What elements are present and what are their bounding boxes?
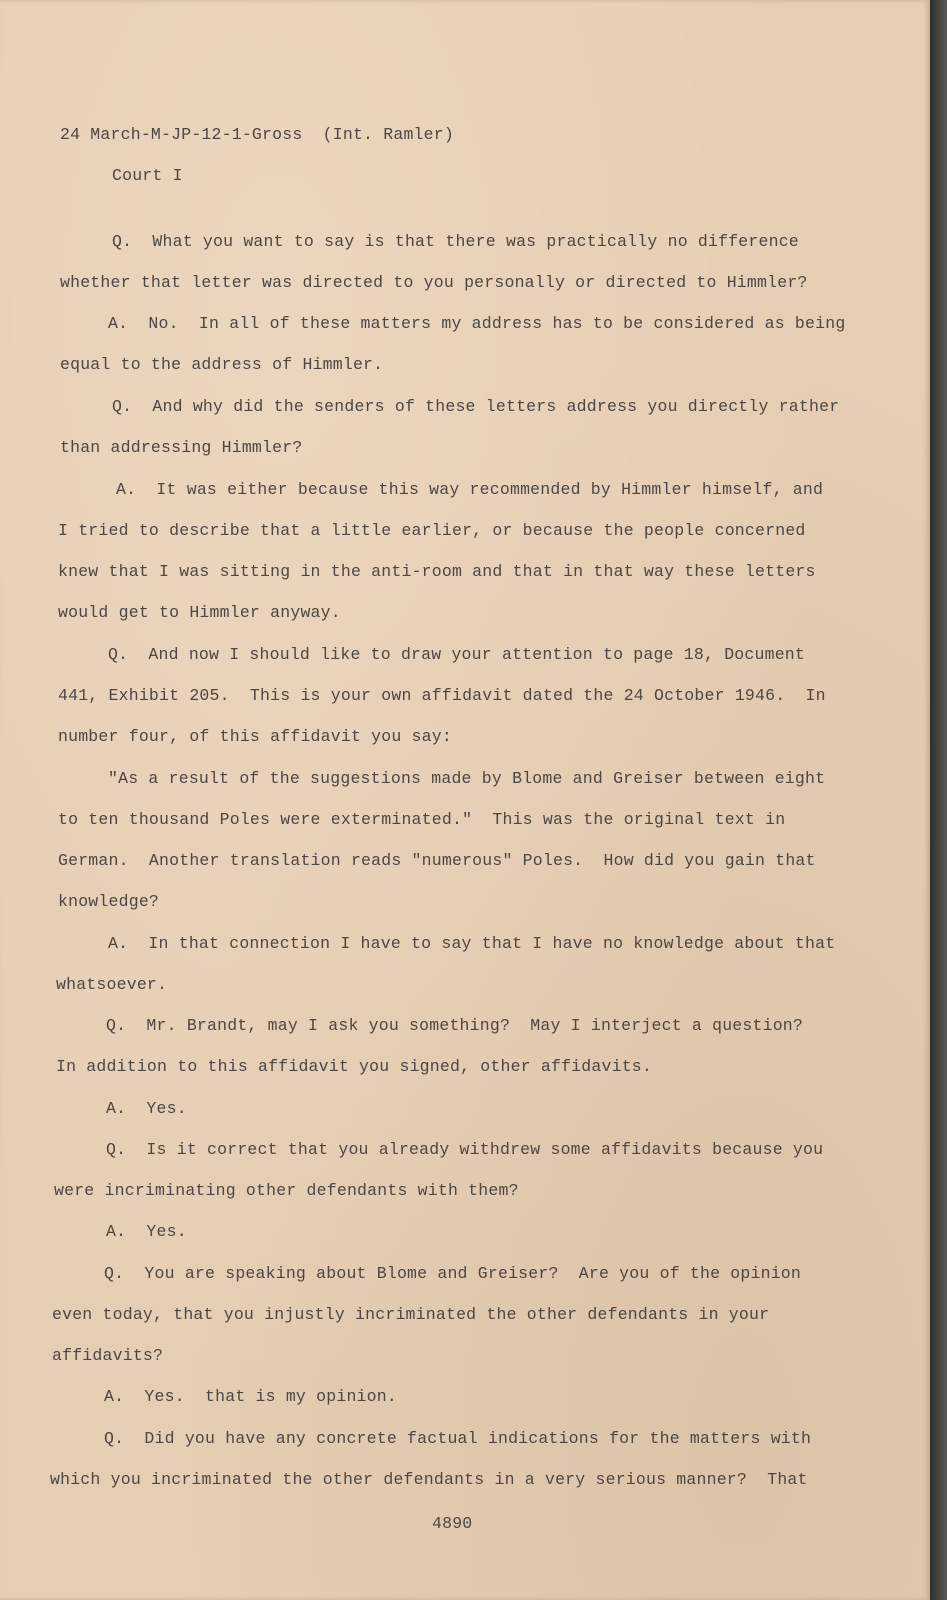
transcript-line: were incriminating other defendants with them? — [54, 1181, 519, 1200]
transcript-line: knowledge? — [58, 892, 160, 911]
transcript-line: to ten thousand Poles were exterminated." This was the original text in — [58, 810, 786, 829]
transcript-line: equal to the address of Himmler. — [60, 355, 384, 374]
transcript-line: Q. Mr. Brandt, may I ask you something? May I interject a question? — [106, 1016, 804, 1035]
transcript-line: Q. And now I should like to draw your attention to page 18, Document — [108, 645, 806, 664]
transcript-line: Q. What you want to say is that there was practically no difference — [112, 232, 799, 251]
transcript-line: than addressing Himmler? — [60, 438, 303, 457]
transcript-line: I tried to describe that a little earlier, or because the people concerned — [58, 521, 806, 540]
transcript-line: affidavits? — [52, 1346, 164, 1365]
transcript-line: which you incriminated the other defendants in a very serious manner? That — [50, 1470, 808, 1489]
transcript-line: Q. And why did the senders of these letters address you directly rather — [112, 397, 840, 416]
transcript-line: Q. You are speaking about Blome and Greiser? Are you of the opinion — [104, 1264, 802, 1283]
binding-edge — [930, 0, 947, 1600]
transcript-line: whether that letter was directed to you personally or directed to Himmler? — [60, 273, 808, 292]
transcript-line: 441, Exhibit 205. This is your own affidavit dated the 24 October 1946. In — [58, 686, 826, 705]
transcript-line: whatsoever. — [56, 975, 168, 994]
transcript-line: would get to Himmler anyway. — [58, 603, 341, 622]
transcript-line: knew that I was sitting in the anti-room and that in that way these letters — [58, 562, 816, 581]
transcript-line: A. Yes. — [106, 1222, 187, 1241]
transcript-line: A. No. In all of these matters my address has to be considered as being — [108, 314, 846, 333]
transcript-line: A. It was either because this way recommended by Himmler himself, and — [116, 480, 824, 499]
transcript-line: A. In that connection I have to say that I have no knowledge about that — [108, 934, 836, 953]
case-caption: 24 March-M-JP-12-1-Gross (Int. Ramler) — [60, 125, 454, 144]
transcript-line: German. Another translation reads "numerous" Poles. How did you gain that — [58, 851, 816, 870]
transcript-line: Q. Did you have any concrete factual indications for the matters with — [104, 1429, 812, 1448]
transcript-line: Q. Is it correct that you already withdrew some affidavits because you — [106, 1140, 824, 1159]
transcript-line: A. Yes. that is my opinion. — [104, 1387, 397, 1406]
page-number: 4890 — [432, 1514, 473, 1533]
transcript-line: In addition to this affidavit you signed, other affidavits. — [56, 1057, 652, 1076]
transcript-line: "As a result of the suggestions made by Blome and Greiser between eight — [108, 769, 826, 788]
transcript-line: A. Yes. — [106, 1099, 187, 1118]
transcript-line: even today, that you injustly incriminated the other defendants in your — [52, 1305, 770, 1324]
court-heading: Court I — [112, 166, 183, 185]
transcript-line: number four, of this affidavit you say: — [58, 727, 452, 746]
